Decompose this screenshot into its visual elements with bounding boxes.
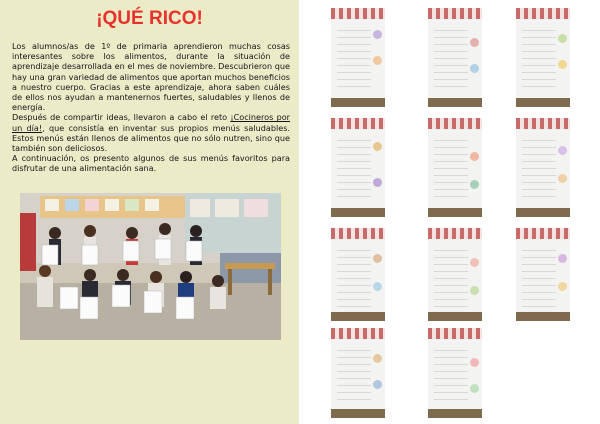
menu-photo-10 bbox=[331, 328, 385, 418]
menu-photo-3 bbox=[516, 8, 570, 107]
challenge-name: ¡Cocineros por un día! bbox=[12, 112, 290, 133]
menu-photo-9 bbox=[516, 228, 570, 321]
article-panel bbox=[0, 0, 299, 424]
class-photo bbox=[20, 193, 281, 340]
paragraph-closing: A continuación, os presento algunos de sus menús favoritos para disfrutar de una alimentación sana. bbox=[12, 153, 290, 174]
menu-photo-6 bbox=[516, 118, 570, 217]
article-body bbox=[12, 41, 290, 174]
challenge-text-before: Después de compartir ideas, llevaron a cabo el reto bbox=[12, 112, 231, 123]
paragraph-intro: Los alumnos/as de 1º de primaria aprendieron muchas cosas interesantes sobre los alimentos, durante la situación de aprendizaje desarrollada en el mes de noviembre. Descubrieron que hay una gran variedad de alimentos que aportan muchos beneficios a nuestro cuerpo. Gracias a este aprendizaje, ahora saben cuáles de ellos nos ayudan a mantenernos fuertes, saludables y llenos de energía. bbox=[12, 41, 290, 113]
menu-photo-8 bbox=[428, 228, 482, 321]
paragraph-challenge bbox=[12, 112, 290, 153]
menu-photo-2 bbox=[428, 8, 482, 107]
menu-photo-5 bbox=[428, 118, 482, 217]
article-title: ¡QUÉ RICO! bbox=[96, 8, 203, 29]
class-photo-illustration bbox=[20, 193, 281, 340]
challenge-text-after: , que consistía en inventar sus propios menús saludables. Estos menús están llenos de alimentos que no sólo nutren, sino que también son deliciosos. bbox=[12, 122, 290, 154]
menu-photo-4 bbox=[331, 118, 385, 217]
menu-photo-11 bbox=[428, 328, 482, 418]
menu-photo-1 bbox=[331, 8, 385, 107]
menu-photo-7 bbox=[331, 228, 385, 321]
